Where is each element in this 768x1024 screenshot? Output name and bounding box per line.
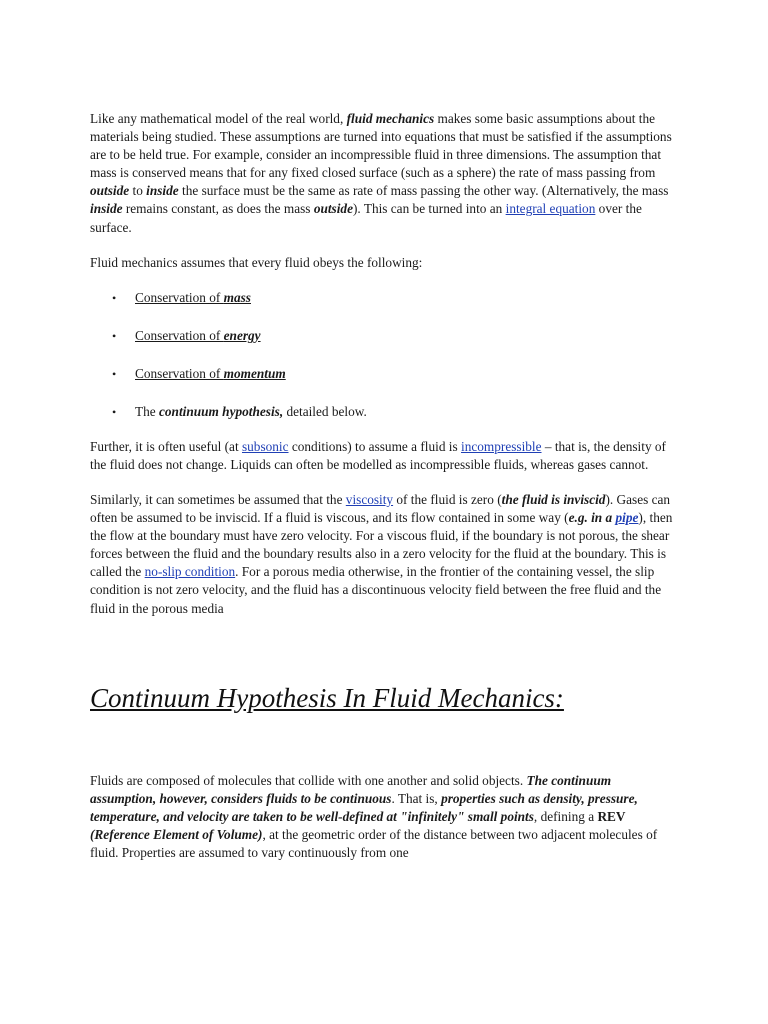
list-item <box>90 327 680 345</box>
text-run: ), then the flow at the boundary must have zero velocity. For a viscous fluid, if the boundary is not porous, the shear forces between the fluid and the boundary results also in a zero velocity for the fluid at the boundary. This is called the <box>90 510 673 580</box>
text-run: makes some basic assumptions about the materials being studied. These assumptions are turned into equations that must be satisfied if the assumptions are to be held true. For example, consider an incompressible fluid in three dimensions. The assumption that mass is conserved means that for any fixed closed surface (such as a sphere) the rate of mass passing from <box>90 111 672 181</box>
emphasis-inviscid: the fluid is inviscid <box>501 491 606 507</box>
bullet-icon: • <box>112 404 117 419</box>
text-run: , at the geometric order of the distance between two adjacent molecules of fluid. Properties are assumed to vary continuously from one <box>90 826 658 860</box>
text-run: Conservation of <box>135 365 224 381</box>
viscosity-link[interactable]: viscosity <box>345 491 394 507</box>
list-item <box>90 365 680 383</box>
text-run: ). This can be turned into an <box>352 201 506 217</box>
text-run: – that is, the density of the fluid does not change. Liquids can often be modelled as incompressible fluids, whereas gases cannot. <box>90 438 666 472</box>
emphasis-term: mass <box>223 289 251 305</box>
emphasis-rev: REV <box>597 808 626 824</box>
emphasis-example: e.g. in a <box>568 510 616 526</box>
emphasis-outside: outside <box>90 183 130 199</box>
text-run: remains constant, as does the mass <box>122 201 314 217</box>
emphasis-continuum-assumption: The continuum assumption, however, considers fluids to be continuous <box>90 772 612 806</box>
text-run: The <box>135 403 159 419</box>
pipe-link[interactable]: pipe <box>615 510 639 526</box>
emphasis-outside: outside <box>313 201 353 217</box>
text-run: Similarly, it can sometimes be assumed that the <box>90 491 346 507</box>
assumptions-intro: Fluid mechanics assumes that every fluid obeys the following: <box>90 254 423 270</box>
emphasis-fluid-mechanics: fluid mechanics <box>346 111 435 126</box>
text-run: Fluids are composed of molecules that collide with one another and solid objects. <box>90 772 527 788</box>
subsonic-link[interactable]: subsonic <box>241 438 289 454</box>
text-run: ). Gases can often be assumed to be inviscid. If a fluid is viscous, and its flow contained in some way ( <box>90 491 671 526</box>
text-run: . That is, <box>391 790 442 806</box>
compressibility-paragraph <box>90 438 680 474</box>
text-run: conditions) to assume a fluid is <box>288 438 462 454</box>
text-run: over the surface. <box>90 201 642 235</box>
list-item <box>90 289 680 307</box>
text-run: . For a porous media otherwise, in the frontier of the containing vessel, the slip condition is not zero velocity, and the fluid has a discontinuous velocity field between the free fluid and the fluid in the porous media <box>90 564 662 616</box>
intro-paragraph <box>90 110 680 237</box>
section-heading: Continuum Hypothesis In Fluid Mechanics: <box>90 682 564 713</box>
assumptions-list <box>90 289 680 421</box>
incompressible-link[interactable]: incompressible <box>461 438 542 454</box>
emphasis-term: energy <box>223 327 261 343</box>
text-run: to <box>129 183 147 199</box>
bullet-icon: • <box>112 328 117 343</box>
integral-equation-link[interactable]: integral equation <box>505 201 596 217</box>
list-item-link[interactable] <box>135 290 251 305</box>
list-item <box>90 403 680 421</box>
list-item-link[interactable] <box>135 328 261 343</box>
emphasis-inside: inside <box>146 183 179 199</box>
bullet-icon: • <box>112 290 117 305</box>
text-run: of the fluid is zero ( <box>393 491 502 507</box>
text-run: Further, it is often useful (at <box>90 438 242 454</box>
emphasis-properties: properties such as density, pressure, temperature, and velocity are taken to be well-defined at "infinitely" small points <box>90 790 638 824</box>
viscosity-paragraph <box>90 491 680 618</box>
text-run: detailed below. <box>283 403 367 419</box>
continuum-paragraph <box>90 772 680 862</box>
document-page <box>90 110 680 879</box>
text-run: the surface must be the same as rate of mass passing the other way. (Alternatively, the mass <box>178 183 669 199</box>
text-run: , defining a <box>533 808 598 824</box>
no-slip-condition-link[interactable]: no-slip condition <box>144 564 236 580</box>
emphasis-inside: inside <box>90 201 123 217</box>
emphasis-term: momentum <box>223 365 286 381</box>
bullet-icon: • <box>112 366 117 381</box>
list-item-link[interactable] <box>135 366 286 381</box>
emphasis-reference-element: (Reference Element of Volume) <box>90 826 263 842</box>
text-run: Like any mathematical model of the real world, <box>90 111 347 126</box>
text-run: Conservation of <box>135 327 224 343</box>
emphasis-term: continuum hypothesis, <box>159 403 284 419</box>
text-run: Conservation of <box>135 289 224 305</box>
